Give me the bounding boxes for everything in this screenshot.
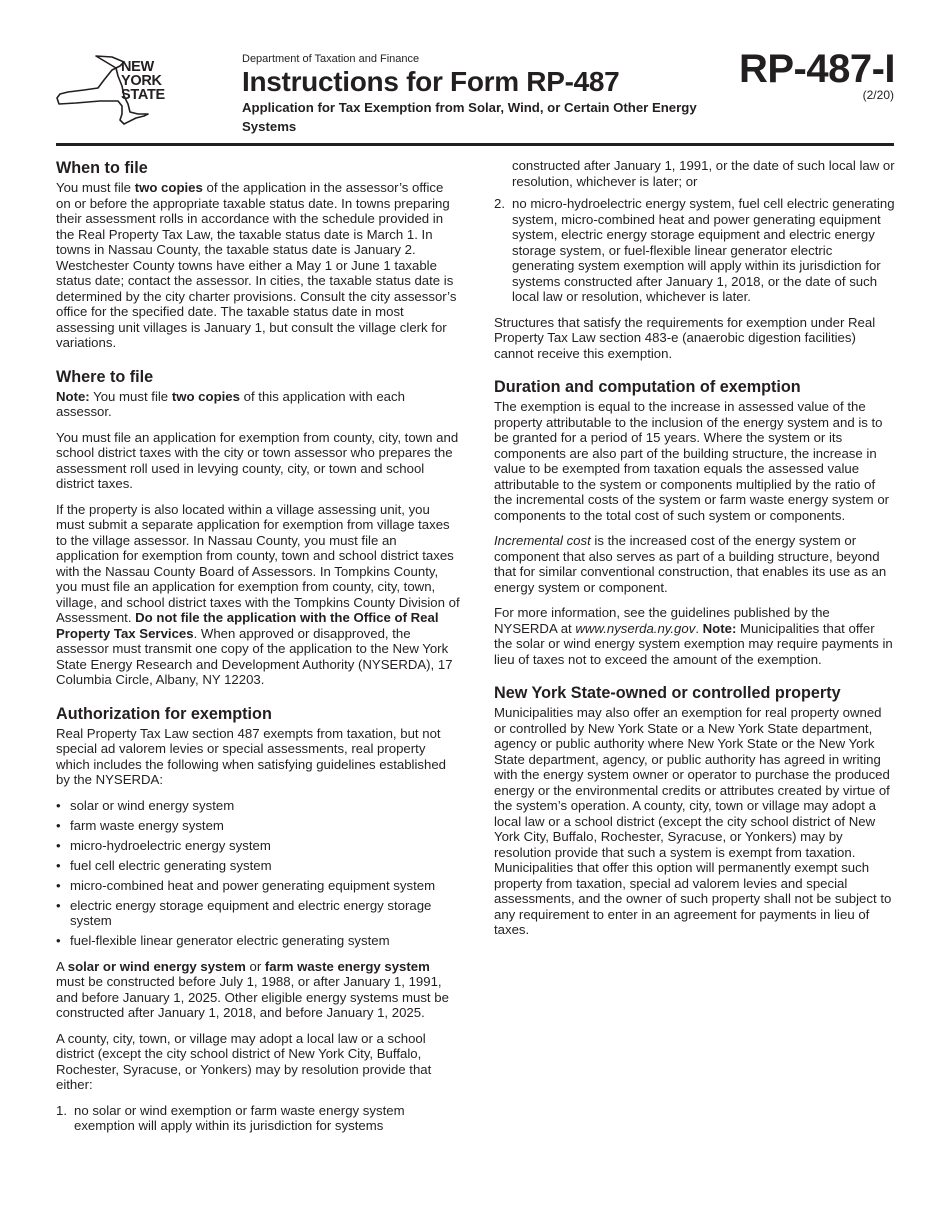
incremental-cost-text bbox=[494, 533, 896, 595]
local-law-options-list-continued bbox=[494, 196, 896, 305]
list-item: • solar or wind energy system bbox=[56, 798, 460, 814]
where-to-file-p3 bbox=[56, 502, 460, 688]
where-to-file-note bbox=[56, 389, 460, 420]
text-run: Municipalities that offer the solar or wind energy system exemption may require payments in lieu of taxes not to exceed the amount of the exemption. bbox=[494, 620, 893, 667]
text-run: You must file bbox=[89, 388, 172, 404]
text-run: You must file bbox=[56, 180, 135, 195]
page-subtitle: Application for Tax Exemption from Solar, Wind, or Certain Other Energy Systems bbox=[242, 100, 697, 134]
structures-text: Structures that satisfy the requirements for exemption under Real Property Tax Law section 483-e (anaerobic digestion facilities) cannot receive this exemption. bbox=[494, 314, 876, 361]
when-to-file-text bbox=[56, 180, 460, 351]
bold-run: two copies bbox=[134, 180, 203, 195]
list-item-continuation: constructed after January 1, 1991, or the date of such local law or resolution, whichever is later; or bbox=[512, 158, 895, 189]
authorization-heading: Authorization for exemption bbox=[56, 704, 272, 723]
eligible-systems-list bbox=[56, 798, 460, 949]
logo-line-new: NEW bbox=[121, 59, 154, 75]
state-owned-heading: New York State-owned or controlled property bbox=[494, 684, 841, 702]
form-number: RP-487-I bbox=[738, 47, 895, 91]
page-title: Instructions for Form RP-487 bbox=[242, 66, 620, 97]
text-run: is the increased cost of the energy system or component that also serves as part of a building structure, beyond that for similar conventional construction, that enables its use as an energy system or component. bbox=[494, 533, 887, 595]
logo-line-state: STATE bbox=[121, 87, 165, 103]
text-run: no micro-hydroelectric energy system, fuel cell electric generating system, micro-combined heat and power generating equipment system, electric energy storage equipment and electric energy storage system, or fuel-flexible linear generator electric generating system exemption will apply within its jurisdiction for systems constructed after January 1, 2018, or the date of such local law or resolution, whichever is later. bbox=[512, 196, 895, 304]
text-run: . bbox=[695, 620, 703, 636]
when-to-file-heading: When to file bbox=[56, 159, 148, 177]
item-number: 1. bbox=[56, 1102, 67, 1118]
italic-term: Incremental cost bbox=[494, 533, 591, 548]
authorization-intro: Real Property Tax Law section 487 exempts from taxation, but not special ad valorem levies or special assessments, real property which includes the following when satisfying guidelines established by the NYSERDA: bbox=[56, 725, 446, 787]
text-run: . When approved or disapproved, the assessor must transmit one copy of the application to the New York State Energy Research and Development Authority (NYSERDA), 17 Columbia Circle, Albany, NY 12203. bbox=[56, 625, 453, 687]
note-label: Note: bbox=[56, 388, 90, 404]
list-item bbox=[494, 196, 896, 305]
header-divider bbox=[56, 143, 894, 146]
list-item: • fuel cell electric generating system bbox=[56, 858, 460, 874]
bold-run: two copies bbox=[171, 388, 240, 404]
note-label: Note: bbox=[702, 620, 737, 636]
item-number: 2. bbox=[494, 196, 505, 211]
list-item: • micro-combined heat and power generating equipment system bbox=[56, 878, 460, 894]
text-run: If the property is also located within a village assessing unit, you must submit a separate application for exemption from village taxes to the village assessor. In Nassau County, you must file an application for exemption from county, town and school district taxes with the Nassau County Board of Assessors. In Tompkins County, you must file an application for exemption from county, city, town, village, and school district taxes with the Tompkins County Division of Assessment. bbox=[56, 501, 460, 625]
logo-text bbox=[121, 60, 165, 102]
nyserda-url: www.nyserda.ny.gov bbox=[575, 620, 696, 636]
bold-run: solar or wind energy system bbox=[67, 958, 246, 974]
text-run: or bbox=[245, 958, 265, 974]
department-name: Department of Taxation and Finance bbox=[242, 53, 420, 65]
list-item: • electric energy storage equipment and electric energy storage system bbox=[56, 898, 460, 929]
text-run: A bbox=[56, 958, 68, 974]
list-item: • farm waste energy system bbox=[56, 818, 460, 834]
text-run: no solar or wind exemption or farm waste energy system exemption will apply within its jurisdiction for systems bbox=[74, 1102, 405, 1133]
local-law-options-list bbox=[56, 1103, 460, 1134]
where-to-file-p2: You must file an application for exemption from county, city, town and school district taxes with the city or town assessor who prepares the assessment roll used in levying county, city, or town and school district taxes. bbox=[56, 429, 459, 491]
state-owned-text: Municipalities may also offer an exemption for real property owned or controlled by New York State or a New York State department, agency or public authority where New York State or the New York State department, agency, or public authority has agreed in writing with the energy system owner or operator to purchase the produced energy or the environmental credits or attributes created by virtue of the system’s operation. A county, city, town or village may adopt a local law or a school district (except the city school district of New York City, Buffalo, Rochester, Syracuse, or Yonkers) may by resolution provide that such a system is exempt from taxation. Municipalities that offer this option will permanently exempt such property from taxation, special ad valorem levies and special assessments, and the owner of such property shall not be subject to any requirement to enter in an agreement for payments in lieu of taxes. bbox=[494, 705, 892, 937]
bold-run: Do not file the application with the Office of Real Property Tax Services bbox=[56, 610, 439, 641]
list-item bbox=[56, 1103, 460, 1134]
revision-date: (2/20) bbox=[862, 88, 894, 102]
construction-dates-text bbox=[56, 959, 460, 1021]
local-law-text: A county, city, town, or village may adopt a local law or a school district (except the city school district of New York City, Buffalo, Rochester, Syracuse, or Yonkers) may by resolution provide that either: bbox=[56, 1030, 432, 1092]
text-run: For more information, see the guidelines published by the NYSERDA at bbox=[494, 605, 830, 636]
logo-line-york: YORK bbox=[121, 73, 162, 89]
duration-heading: Duration and computation of exemption bbox=[494, 378, 801, 396]
list-item: • micro-hydroelectric energy system bbox=[56, 838, 460, 854]
list-item: • fuel-flexible linear generator electric generating system bbox=[56, 933, 460, 949]
left-column bbox=[56, 158, 460, 1144]
text-run: of the application in the assessor’s office on or before the appropriate taxable status date. In towns preparing their assessment rolls in accordance with the schedule provided in the Real Property Tax Law, the taxable status date is March 1. In towns in Nassau County, the taxable status date is January 2. Westchester County towns have either a May 1 or June 1 taxable status date; contact the assessor. In cities, the taxable status date is determined by the city charter provisions. Consult the city assessor’s office for the specified date. The taxable status date in most assessing unit villages is January 1, but consult the village clerk for variations. bbox=[56, 180, 457, 350]
duration-p1: The exemption is equal to the increase in assessed value of the property attributable to the inclusion of the energy system and is to be granted for a period of 15 years. Where the system or its components are also part of the building structure, the increase in value to be exempted from taxation equals the assessed value attributable to the system or components multiplied by the ratio of the incremental costs of the system or farm waste energy system or components to the total cost of such system or components. bbox=[494, 399, 890, 523]
where-to-file-heading: Where to file bbox=[56, 367, 154, 386]
bold-run: farm waste energy system bbox=[264, 958, 430, 974]
more-information-text bbox=[494, 605, 896, 667]
text-run: of this application with each assessor. bbox=[56, 388, 405, 419]
text-run: must be constructed before July 1, 1988, or after January 1, 1991, and before January 1, 2025. Other eligible energy systems must be constructed after January 1, 2018, and before January 1, 2025. bbox=[56, 974, 449, 1020]
right-column bbox=[494, 158, 896, 948]
